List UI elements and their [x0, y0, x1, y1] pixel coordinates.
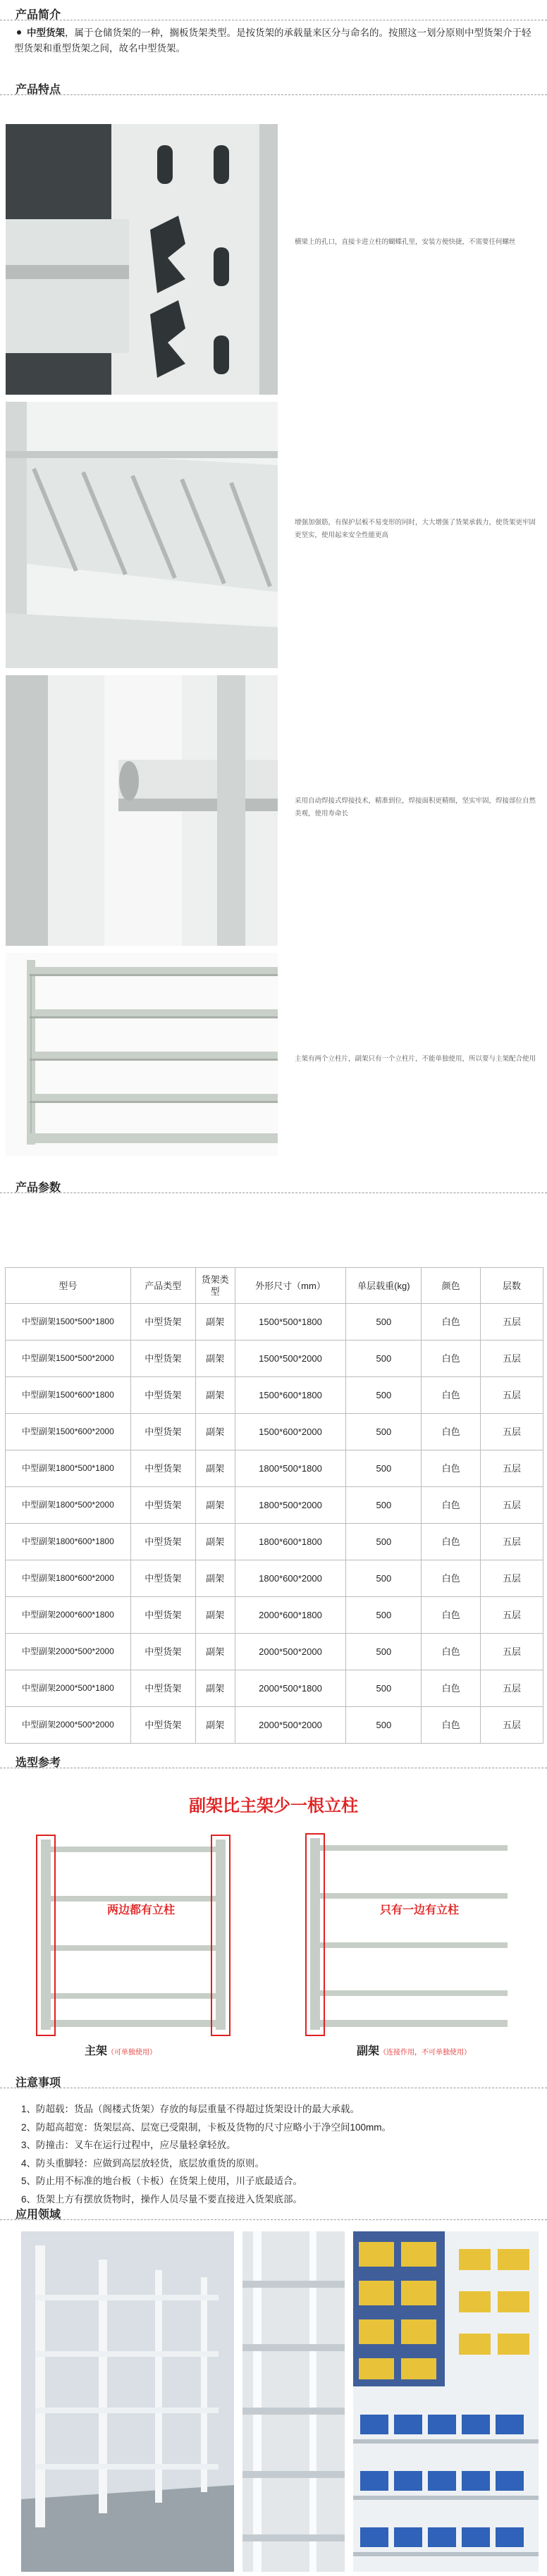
cell-layers: 五层: [481, 1450, 543, 1487]
cell-model: 中型副架1800*500*2000: [6, 1487, 131, 1524]
cell-dimensions: 1800*500*1800: [235, 1450, 346, 1487]
cell-rack-type: 副架: [195, 1560, 235, 1597]
cell-model: 中型副架1800*500*1800: [6, 1450, 131, 1487]
cell-load: 500: [346, 1707, 422, 1744]
cell-dimensions: 2000*600*1800: [235, 1597, 346, 1634]
cell-load: 500: [346, 1487, 422, 1524]
cell-dimensions: 1500*600*2000: [235, 1414, 346, 1450]
cell-product-type: 中型货架: [130, 1450, 195, 1487]
cell-layers: 五层: [481, 1487, 543, 1524]
table-row: [6, 1377, 543, 1414]
intro-title: 产品简介: [16, 8, 61, 21]
cell-layers: 五层: [481, 1341, 543, 1377]
features-section-header: [0, 78, 547, 96]
cell-color: 白色: [422, 1450, 481, 1487]
col-header-load: 单层载重(kg): [346, 1268, 422, 1304]
table-row: [6, 1670, 543, 1707]
feature-text-1: 横梁上的孔口，直接卡进立柱的蝴蝶孔里，安装方便快捷，不需要任何螺丝: [295, 238, 516, 246]
feature-photo-shelf-ribs: [6, 402, 278, 668]
cell-model: 中型副架1500*500*2000: [6, 1341, 131, 1377]
cell-layers: 五层: [481, 1707, 543, 1744]
main-rack-note: 两边都有立柱: [106, 1903, 175, 1916]
table-row: [6, 1597, 543, 1634]
selection-title: 选型参考: [16, 1756, 61, 1769]
cell-color: 白色: [422, 1377, 481, 1414]
notes-list: [21, 2100, 536, 2208]
cell-color: 白色: [422, 1341, 481, 1377]
feature-text-4: 主架有两个立柱片，副架只有一个立柱片，不能单独使用，所以要与主架配合使用: [295, 1055, 536, 1063]
cell-color: 白色: [422, 1304, 481, 1341]
params-title: 产品参数: [16, 1181, 61, 1194]
cell-product-type: 中型货架: [130, 1414, 195, 1450]
cell-model: 中型副架1800*600*1800: [6, 1524, 131, 1560]
cell-dimensions: 1500*500*1800: [235, 1304, 346, 1341]
cell-rack-type: 副架: [195, 1670, 235, 1707]
cell-rack-type: 副架: [195, 1414, 235, 1450]
cell-layers: 五层: [481, 1560, 543, 1597]
cell-rack-type: 副架: [195, 1487, 235, 1524]
col-header-model: 型号: [6, 1268, 131, 1304]
cell-layers: 五层: [481, 1670, 543, 1707]
cell-layers: 五层: [481, 1377, 543, 1414]
feature-text-3: 采用自动焊接式焊接技术，精准到位，焊接面积更精细，坚实牢固，焊接部位自然美观，使用寿命长: [295, 797, 536, 818]
selection-headline: 副架比主架少一根立柱: [189, 1796, 358, 1816]
cell-model: 中型副架2000*600*1800: [6, 1597, 131, 1634]
main-rack-sub: （可单独使用）: [107, 2049, 157, 2057]
cell-load: 500: [346, 1377, 422, 1414]
cell-model: 中型副架1500*600*2000: [6, 1414, 131, 1450]
sub-rack-note: 只有一边有立柱: [379, 1903, 459, 1916]
cell-load: 500: [346, 1560, 422, 1597]
main-rack-illustration: [27, 1832, 252, 2037]
cell-dimensions: 1500*600*1800: [235, 1377, 346, 1414]
feature-photo-weld: [6, 675, 278, 946]
cell-product-type: 中型货架: [130, 1487, 195, 1524]
selection-section-header: [0, 1751, 547, 1769]
intro-section-header: [0, 3, 547, 21]
cell-load: 500: [346, 1341, 422, 1377]
cell-dimensions: 2000*500*2000: [235, 1707, 346, 1744]
cell-dimensions: 1800*600*1800: [235, 1524, 346, 1560]
cell-product-type: 中型货架: [130, 1707, 195, 1744]
table-row: [6, 1634, 543, 1670]
bullet-icon: [17, 30, 21, 35]
cell-product-type: 中型货架: [130, 1634, 195, 1670]
cell-dimensions: 1500*500*2000: [235, 1341, 346, 1377]
application-section-header: [0, 2202, 547, 2221]
cell-load: 500: [346, 1634, 422, 1670]
cell-color: 白色: [422, 1634, 481, 1670]
note-item: 2、防超高超宽：货架层高、层宽已受限制，卡板及货物的尺寸应略小于净空间100mm。: [21, 2121, 392, 2133]
intro-bold: 中型货架: [27, 27, 65, 38]
table-row: [6, 1341, 543, 1377]
table-row: [6, 1487, 543, 1524]
cell-load: 500: [346, 1597, 422, 1634]
application-title: 应用领域: [16, 2207, 61, 2221]
cell-dimensions: 1800*500*2000: [235, 1487, 346, 1524]
notes-section-header: [0, 2071, 547, 2089]
cell-rack-type: 副架: [195, 1524, 235, 1560]
cell-dimensions: 2000*500*1800: [235, 1670, 346, 1707]
cell-rack-type: 副架: [195, 1304, 235, 1341]
sub-rack-label: 副架: [357, 2044, 380, 2057]
sub-rack-sub: （连接作用，不可单独使用）: [379, 2049, 472, 2057]
cell-layers: 五层: [481, 1634, 543, 1670]
main-rack-label: 主架: [85, 2044, 108, 2057]
cell-color: 白色: [422, 1560, 481, 1597]
cell-rack-type: 副架: [195, 1450, 235, 1487]
note-item: 5、防止用不标准的地台板（卡板）在货架上使用，川子底最适合。: [21, 2176, 303, 2186]
cell-layers: 五层: [481, 1304, 543, 1341]
cell-color: 白色: [422, 1524, 481, 1560]
cell-load: 500: [346, 1414, 422, 1450]
cell-rack-type: 副架: [195, 1597, 235, 1634]
cell-model: 中型副架1800*600*2000: [6, 1560, 131, 1597]
cell-model: 中型副架1500*600*1800: [6, 1377, 131, 1414]
cell-model: 中型副架2000*500*2000: [6, 1634, 131, 1670]
cell-model: 中型副架2000*500*2000: [6, 1707, 131, 1744]
table-row: [6, 1707, 543, 1744]
cell-layers: 五层: [481, 1414, 543, 1450]
note-item: 4、防头重脚轻：应做到高层放轻货，底层放重货的原则。: [21, 2157, 265, 2169]
cell-product-type: 中型货架: [130, 1304, 195, 1341]
cell-color: 白色: [422, 1487, 481, 1524]
cell-layers: 五层: [481, 1524, 543, 1560]
cell-rack-type: 副架: [195, 1377, 235, 1414]
cell-model: 中型副架2000*500*1800: [6, 1670, 131, 1707]
application-photo-warehouse-2: [242, 2231, 345, 2572]
col-header-dimensions: 外形尺寸（mm）: [235, 1268, 346, 1304]
cell-model: 中型副架1500*500*1800: [6, 1304, 131, 1341]
cell-dimensions: 2000*500*2000: [235, 1634, 346, 1670]
intro-paragraph: [14, 25, 539, 56]
feature-photo-upright-holes: [6, 124, 278, 395]
cell-product-type: 中型货架: [130, 1670, 195, 1707]
cell-product-type: 中型货架: [130, 1524, 195, 1560]
col-header-product-type: 产品类型: [130, 1268, 195, 1304]
cell-product-type: 中型货架: [130, 1341, 195, 1377]
col-header-rack-type: 货架类型: [195, 1268, 235, 1304]
cell-rack-type: 副架: [195, 1707, 235, 1744]
cell-product-type: 中型货架: [130, 1377, 195, 1414]
col-header-layers: 层数: [481, 1268, 543, 1304]
col-header-color: 颜色: [422, 1268, 481, 1304]
sub-rack-caption: [357, 2042, 471, 2058]
features-title: 产品特点: [16, 82, 61, 96]
cell-layers: 五层: [481, 1597, 543, 1634]
table-row: [6, 1524, 543, 1560]
divider: [0, 2219, 547, 2220]
cell-dimensions: 1800*600*2000: [235, 1560, 346, 1597]
main-rack-caption: [85, 2042, 156, 2058]
cell-color: 白色: [422, 1707, 481, 1744]
cell-product-type: 中型货架: [130, 1597, 195, 1634]
feature-photo-rack: [6, 953, 278, 1156]
note-item: 1、防超载：货品（阁楼式货架）存放的每层重量不得超过货架设计的最大承载。: [21, 2104, 360, 2114]
cell-load: 500: [346, 1304, 422, 1341]
cell-color: 白色: [422, 1597, 481, 1634]
cell-color: 白色: [422, 1670, 481, 1707]
cell-load: 500: [346, 1524, 422, 1560]
note-item: 6、货架上方有摆放货物时，操作人员尽量不要直接进入货架底部。: [21, 2193, 303, 2205]
table-header-row: [6, 1268, 543, 1304]
notes-title: 注意事项: [16, 2076, 61, 2089]
divider: [0, 94, 547, 95]
table-row: [6, 1560, 543, 1597]
params-table: [5, 1267, 543, 1744]
cell-rack-type: 副架: [195, 1634, 235, 1670]
cell-color: 白色: [422, 1414, 481, 1450]
sub-rack-illustration: [296, 1831, 515, 2037]
table-row: [6, 1450, 543, 1487]
note-item: 3、防撞击：叉车在运行过程中，应尽量轻拿轻放。: [21, 2140, 236, 2150]
params-section-header: [0, 1176, 547, 1194]
table-row: [6, 1414, 543, 1450]
feature-text-2: 增强加强筋，有保护层板不易变形的同时，大大增强了货架承载力，使货架更牢固更坚实，使用起来安全性能更高: [295, 519, 536, 539]
cell-product-type: 中型货架: [130, 1560, 195, 1597]
cell-load: 500: [346, 1670, 422, 1707]
cell-load: 500: [346, 1450, 422, 1487]
intro-text: ，属于仓储货架的一种，搁板货架类型。是按货架的承载量来区分与命名的。按照这一划分原则中型货架介于轻型货架和重型货架之间，故名中型货架。: [14, 27, 531, 54]
cell-rack-type: 副架: [195, 1341, 235, 1377]
application-photo-storage-bins: [353, 2231, 539, 2572]
application-photo-warehouse-1: [21, 2231, 234, 2572]
table-row: [6, 1304, 543, 1341]
